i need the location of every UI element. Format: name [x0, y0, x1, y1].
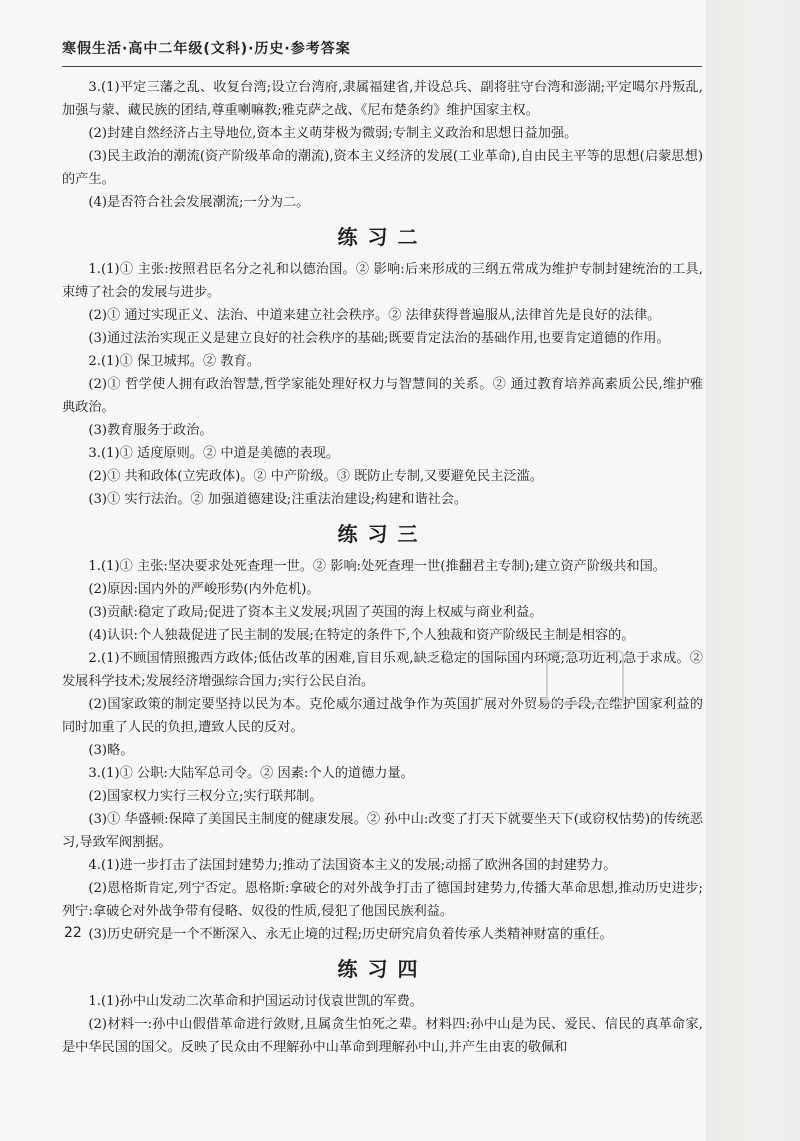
paragraph: 1.(1)① 主张:坚决要求处死查理一世。② 影响:处死查理一世(推翻君主专制);建立资产阶级共和国。: [88, 559, 666, 574]
paragraph: 3.(1)① 适度原则。② 中道是美德的表现。: [88, 446, 340, 461]
paragraph: (3)历史研究是一个不断深入、永无止境的过程;历史研究肩负着传承人类精神财富的重任。: [88, 927, 613, 942]
paragraph: 1.(1)① 主张:按照君臣名分之礼和以德治国。② 影响:后来形成的三纲五常成为维护专制封建统治的工具,束缚了社会的发展与进步。: [62, 262, 703, 300]
section-exercise-4: [62, 956, 703, 1059]
paragraph: (3)通过法治实现正义是建立良好的社会秩序的基础;既要肯定法治的基础作用,也要肯定道德的作用。: [88, 331, 670, 346]
paragraph: 3.(1)平定三藩之乱、收复台湾;设立台湾府,隶属福建省,并设总兵、副将驻守台湾和澎湖;平定噶尔丹叛乱,加强与蒙、藏民族的团结,尊重喇嘛教;雅克萨之战、《尼布楚条约》维护国家主权。: [62, 80, 703, 118]
faint-stamp-graphic: [546, 650, 624, 704]
answer-content: [62, 76, 703, 1059]
paragraph: 4.(1)进一步打击了法国封建势力;推动了法国资本主义的发展;动摇了欧洲各国的封建势力。: [88, 858, 617, 873]
section-heading: 练习三: [337, 522, 428, 546]
paragraph: (3)贡献:稳定了政局;促进了资本主义发展;巩固了英国的海上权威与商业利益。: [88, 605, 543, 620]
paragraph: (2)① 共和政体(立宪政体)。② 中产阶级。③ 既防止专制,又要避免民主泛滥。: [88, 469, 543, 484]
paragraph: 1.(1)孙中山发动二次革命和护国运动讨伐袁世凯的军费。: [88, 994, 423, 1009]
paragraph: (2)封建自然经济占主导地位,资本主义萌芽极为微弱;专制主义政治和思想日益加强。: [88, 126, 578, 141]
paragraph: 2.(1)① 保卫城邦。② 教育。: [88, 354, 260, 369]
paragraph: (2)① 哲学使人拥有政治智慧,哲学家能处理好权力与智慧间的关系。② 通过教育培养高素质公民,维护雅典政治。: [62, 377, 703, 415]
section-heading: 练习二: [337, 225, 428, 249]
paragraph: (3)① 实行法治。② 加强道德建设;注重法治建设;构建和谐社会。: [88, 492, 468, 507]
section-intro: [62, 76, 703, 214]
section-exercise-3: [62, 521, 703, 946]
paragraph: (3)① 华盛顿:保障了美国民主制度的健康发展。② 孙中山:改变了打天下就要坐天下(或窃权怙势)的传统恶习,导致军阀割据。: [62, 812, 703, 850]
paragraph: (3)民主政治的潮流(资产阶级革命的潮流),资本主义经济的发展(工业革命),自由民主平等的思想(启蒙思想)的产生。: [62, 149, 703, 187]
paragraph: (2)原因:国内外的严峻形势(内外危机)。: [88, 582, 320, 597]
paragraph: (2)国家权力实行三权分立;实行联邦制。: [88, 789, 323, 804]
paragraph: (3)略。: [88, 743, 134, 758]
paragraph: 2.(1)不顾国情照搬西方政体;低估改革的困难,盲目乐观,缺乏稳定的国际国内环境;急功近利,急于求成。② 发展科学技术;发展经济增强综合国力;实行公民自治。: [62, 651, 703, 689]
paragraph: (2)① 通过实现正义、法治、中道来建立社会秩序。② 法律获得普遍服从,法律首先是良好的法律。: [88, 308, 661, 323]
page-edge-shadow: [706, 0, 800, 1141]
page-number: 22: [64, 925, 82, 941]
paragraph: (4)认识:个人独裁促进了民主制的发展;在特定的条件下,个人独裁和资产阶级民主制是相容的。: [88, 628, 635, 643]
header-rule: [62, 66, 702, 67]
paragraph: 3.(1)① 公职:大陆军总司令。② 因素:个人的道德力量。: [88, 766, 414, 781]
paragraph: (2)恩格斯肯定,列宁否定。恩格斯:拿破仑的对外战争打击了德国封建势力,传播大革命思想,推动历史进步;列宁:拿破仑对外战争带有侵略、奴役的性质,侵犯了他国民族利益。: [62, 881, 703, 919]
running-header: 寒假生活·高中二年级(文科)·历史·参考答案: [62, 41, 351, 57]
paragraph: (2)材料一:孙中山假借革命进行敛财,且属贪生怕死之辈。材料四:孙中山是为民、爱民、信民的真革命家,是中华民国的国父。反映了民众由不理解孙中山革命到理解孙中山,并产生由衷的敬佩和: [62, 1017, 703, 1055]
paragraph: (4)是否符合社会发展潮流;一分为二。: [88, 195, 310, 210]
paragraph: (2)国家政策的制定要坚持以民为本。克伦威尔通过战争作为英国扩展对外贸易的手段,在维护国家利益的同时加重了人民的负担,遭致人民的反对。: [62, 697, 703, 735]
paragraph: (3)教育服务于政治。: [88, 423, 213, 438]
section-exercise-2: [62, 224, 703, 511]
section-heading: 练习四: [337, 957, 428, 981]
